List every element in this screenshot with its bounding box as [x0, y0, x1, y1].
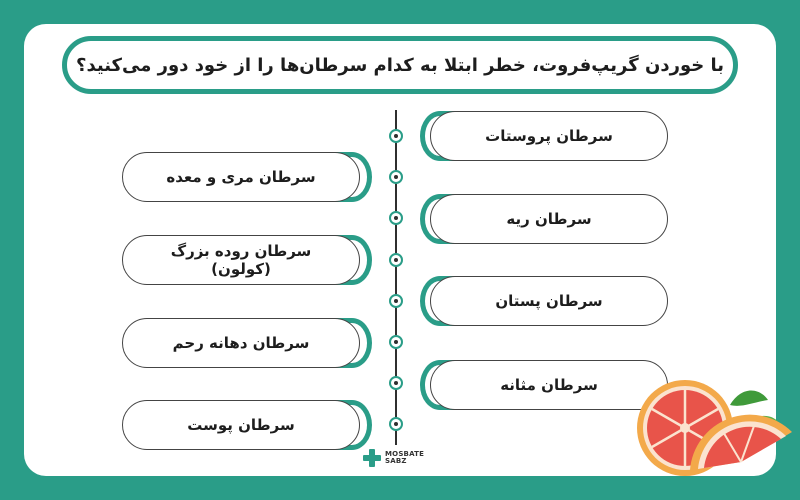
timeline-node	[389, 376, 403, 390]
page-title: با خوردن گریپ‌فروت، خطر ابتلا به کدام سرطان‌ها را از خود دور می‌کنید؟	[62, 36, 738, 94]
item-label: سرطان مثانه	[500, 376, 598, 394]
brand-logo	[362, 447, 424, 469]
timeline-node	[389, 170, 403, 184]
timeline-node	[389, 417, 403, 431]
item-label: سرطان پوست	[187, 416, 295, 434]
item-label: سرطان پروستات	[485, 127, 613, 145]
left-item-esophagus-stomach	[122, 152, 360, 202]
timeline-node	[389, 211, 403, 225]
item-label: سرطان مری و معده	[166, 168, 316, 186]
logo-line-2: SABZ	[385, 457, 407, 465]
right-item-breast	[430, 276, 668, 326]
timeline-node	[389, 129, 403, 143]
logo-line-1: MOSBATE	[385, 450, 425, 458]
item-label: سرطان دهانه رحم	[172, 334, 310, 352]
timeline-node	[389, 294, 403, 308]
item-label: سرطان روده بزرگ (کولون)	[170, 242, 312, 278]
plus-icon	[362, 448, 382, 468]
item-label: سرطان ریه	[506, 210, 592, 228]
left-item-colon	[122, 235, 360, 285]
left-item-skin	[122, 400, 360, 450]
right-item-lung	[430, 194, 668, 244]
grapefruit-icon	[630, 370, 800, 500]
timeline-node	[389, 253, 403, 267]
timeline-line	[395, 110, 397, 445]
right-item-prostate	[430, 111, 668, 161]
item-label: سرطان پستان	[495, 292, 603, 310]
timeline-node	[389, 335, 403, 349]
logo-text	[385, 451, 424, 465]
left-item-cervix	[122, 318, 360, 368]
